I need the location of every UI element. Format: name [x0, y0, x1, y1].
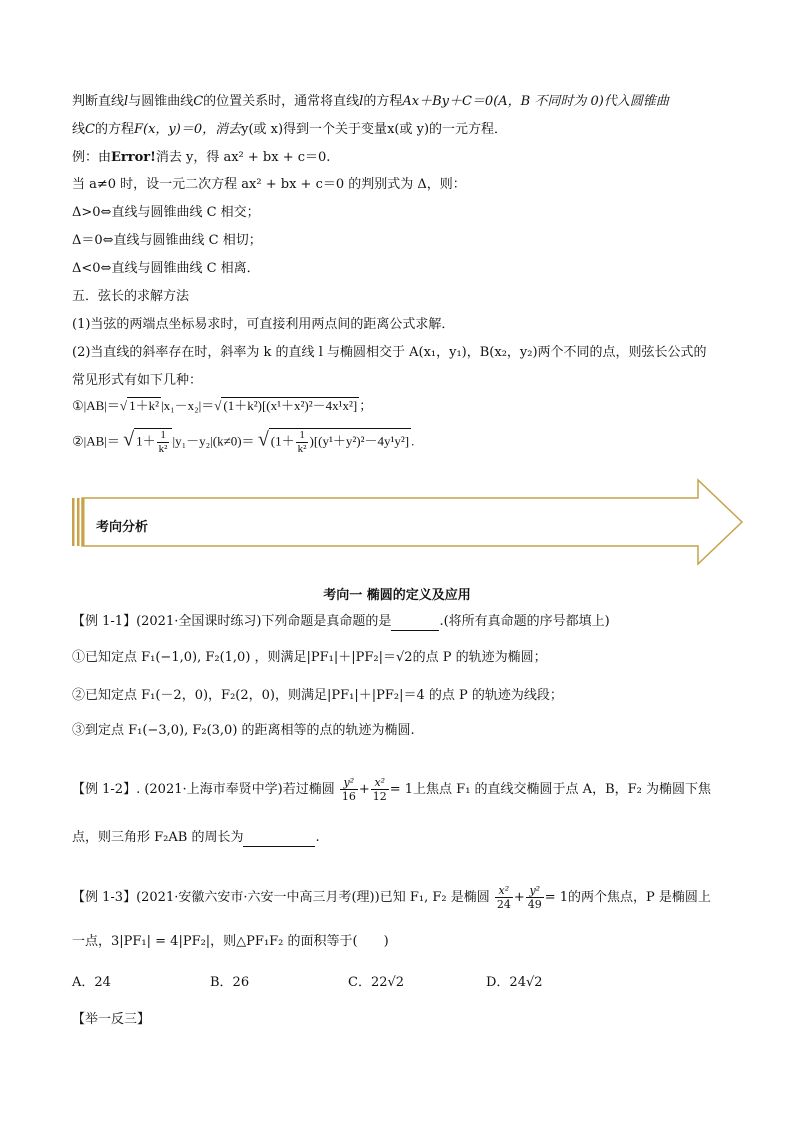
intro-text: 消去 y，得 ax² + bx + c＝0.	[155, 150, 331, 165]
item-text: 的点 P 的轨迹为椭圆；	[412, 650, 547, 665]
numerator: 1	[157, 429, 170, 443]
intro-text: x(或 y)的一元方程．	[387, 122, 508, 137]
sqrt-block	[134, 428, 172, 456]
banner-title: 考向分析	[96, 520, 149, 535]
formula-1: ①|AB|＝√ 1＋k² |x₁－x₂|＝√ (1＋k²)[(x¹＋x²)²－4x¹x²] ；	[72, 398, 373, 413]
example-text: .	[315, 830, 320, 845]
example-text: 上焦点 F₁ 的直线交椭圆于点 A，B，F₂ 为椭圆下焦	[413, 782, 711, 797]
numerator: 1	[296, 429, 309, 443]
example-1-1-item-1	[72, 650, 547, 666]
var-l: l	[359, 94, 364, 109]
example-1-3-line-1	[72, 884, 711, 911]
fraction	[296, 429, 309, 456]
intro-line-6: Δ＝0⇔直线与圆锥曲线 C 相切；	[72, 233, 262, 248]
sqrt-value: √2	[396, 650, 413, 665]
denominator: 16	[341, 790, 356, 803]
example-1-1-head	[72, 614, 610, 631]
formula-text: [(y¹＋y²)²－4y¹y²]	[313, 433, 410, 449]
practice-heading: 【举一反三】	[72, 1012, 151, 1027]
example-text: 【例 1-3】(2021·安徽六安市·六安一中高三月考(理))已知 F₁, F₂ 是椭圆	[72, 890, 490, 905]
intro-text: Ax＋By＋C＝0(A，B 不同时为 0)代入圆锥曲	[402, 94, 669, 109]
example-text: 【例 1-2】. (2021·上海市奉贤中学)若过椭圆	[72, 782, 335, 797]
var-c: C	[85, 122, 95, 137]
example-1-3-line-2: 一点，3|PF₁| = 4|PF₂|，则△PF₁F₂ 的面积等于( )	[72, 934, 389, 949]
numerator: y²	[340, 776, 358, 790]
example-text: 点，则三角形 F₂AB 的周长为	[72, 830, 244, 845]
formula-text: ；	[359, 398, 373, 413]
intro-line-4: 当 a≠0 时，设一元二次方程 ax² + bx + c＝0 的判别式为 Δ，则：	[72, 177, 466, 192]
formula-text: 1＋	[136, 433, 156, 449]
intro-text: 与圆锥曲线	[128, 94, 194, 109]
fraction	[371, 776, 389, 803]
denominator: k²	[158, 443, 168, 455]
intro-text: 判断直线	[72, 94, 125, 109]
fraction	[340, 776, 358, 803]
intro-text: 例：由	[72, 150, 112, 165]
example-text: 的两个焦点，P 是椭圆上	[568, 890, 711, 905]
intro-line-7: Δ<0⇔直线与圆锥曲线 C 相离．	[72, 261, 260, 276]
operator: = 1	[544, 890, 569, 905]
formula-text: .	[411, 433, 415, 449]
sqrt-content: (1＋k²)[(x¹＋x²)²－4x¹x²]	[223, 398, 358, 413]
intro-line-2	[72, 122, 507, 138]
var-c: C	[193, 94, 204, 109]
option-c: C．22√2	[348, 975, 405, 990]
fraction	[495, 884, 513, 911]
intro-line-1	[72, 94, 669, 110]
option-d: D．24√2	[486, 975, 543, 990]
denominator: 12	[372, 790, 387, 803]
formula-2: ②|AB|＝ √ 1＋ $\frac{1}{\text{k²}}$ |y₁－y₂|(k≠0)＝ √ (1＋ $\frac{1}{\text{k²}}$ )[(y¹＋y²)²－4y¹y²] .	[72, 428, 415, 455]
fraction	[157, 429, 170, 456]
example-text: 【例 1-1】(2021·全国课时练习)下列命题是真命题的是	[72, 614, 392, 629]
example-1-2-line-1	[72, 776, 711, 803]
example-text: .(将所有真命题的序号都填上)	[439, 614, 610, 629]
numerator: y²	[526, 884, 544, 898]
denominator: k²	[297, 443, 307, 455]
intro-line-3	[72, 150, 330, 166]
fraction	[526, 884, 544, 911]
answer-blank	[243, 830, 315, 847]
operator: +	[513, 890, 525, 905]
section5-p3: 常见形式有如下几种：	[72, 373, 203, 388]
formula-text: ②|AB|＝	[72, 433, 120, 449]
sqrt-block: (1＋ $\frac{1}{\text{k²}}$ )[(y¹＋y²)²－4y¹y²]	[270, 429, 410, 455]
section-title: 考向一 椭圆的定义及应用	[323, 588, 471, 603]
operator: = 1	[389, 782, 414, 797]
sqrt-content: 1＋k²	[129, 398, 159, 413]
denominator: 24	[496, 898, 511, 911]
section-banner-arrow	[70, 478, 746, 566]
intro-text: y(或 x)得到一个关于变量	[241, 122, 388, 137]
intro-text: 的方程	[363, 94, 403, 109]
formula-text: 1＋	[275, 433, 295, 449]
numerator: x²	[495, 884, 513, 898]
intro-line-5: Δ>0⇔直线与圆锥曲线 C 相交；	[72, 205, 260, 220]
intro-text: 线	[72, 122, 86, 137]
intro-text: 的方程	[94, 122, 134, 137]
example-1-1-item-3: ③到定点 F₁(−3,0), F₂(3,0) 的距离相等的点的轨迹为椭圆.	[72, 723, 415, 738]
section5-p1: (1)当弦的两端点坐标易求时，可直接利用两点间的距离公式求解．	[72, 317, 455, 332]
section5-p2: (2)当直线的斜率存在时，斜率为 k 的直线 l 与椭圆相交于 A(x₁，y₁)，B(x₂，y₂)两个不同的点，则弦长公式的	[72, 345, 707, 360]
section5-heading: 五．弦长的求解方法	[72, 289, 190, 304]
formula-text: |y₁－y₂|(k≠0)＝	[172, 433, 255, 449]
operator: +	[358, 782, 370, 797]
option-a: A．24	[72, 975, 111, 990]
formula-text: ①|AB|＝	[72, 398, 120, 413]
error-text: Error!	[111, 150, 156, 165]
numerator: x²	[371, 776, 389, 790]
item-text: ①已知定点 F₁(−1,0), F₂(1,0) ，则满足|PF₁|＋|PF₂|＝	[72, 650, 396, 665]
intro-text: 的位置关系时，通常将直线	[203, 94, 360, 109]
answer-blank	[391, 614, 439, 631]
var-l: l	[124, 94, 129, 109]
formula-text: |x₁－x₂|＝	[160, 398, 215, 413]
denominator: 49	[527, 898, 542, 911]
intro-text: F(x，y)＝0，消去	[133, 122, 242, 137]
option-b: B．26	[210, 975, 250, 990]
example-1-2-line-2	[72, 830, 320, 847]
example-1-1-item-2: ②已知定点 F₁(－2，0)，F₂(2，0)，则满足|PF₁|＋|PF₂|＝4 的点 P 的轨迹为线段；	[72, 688, 563, 703]
